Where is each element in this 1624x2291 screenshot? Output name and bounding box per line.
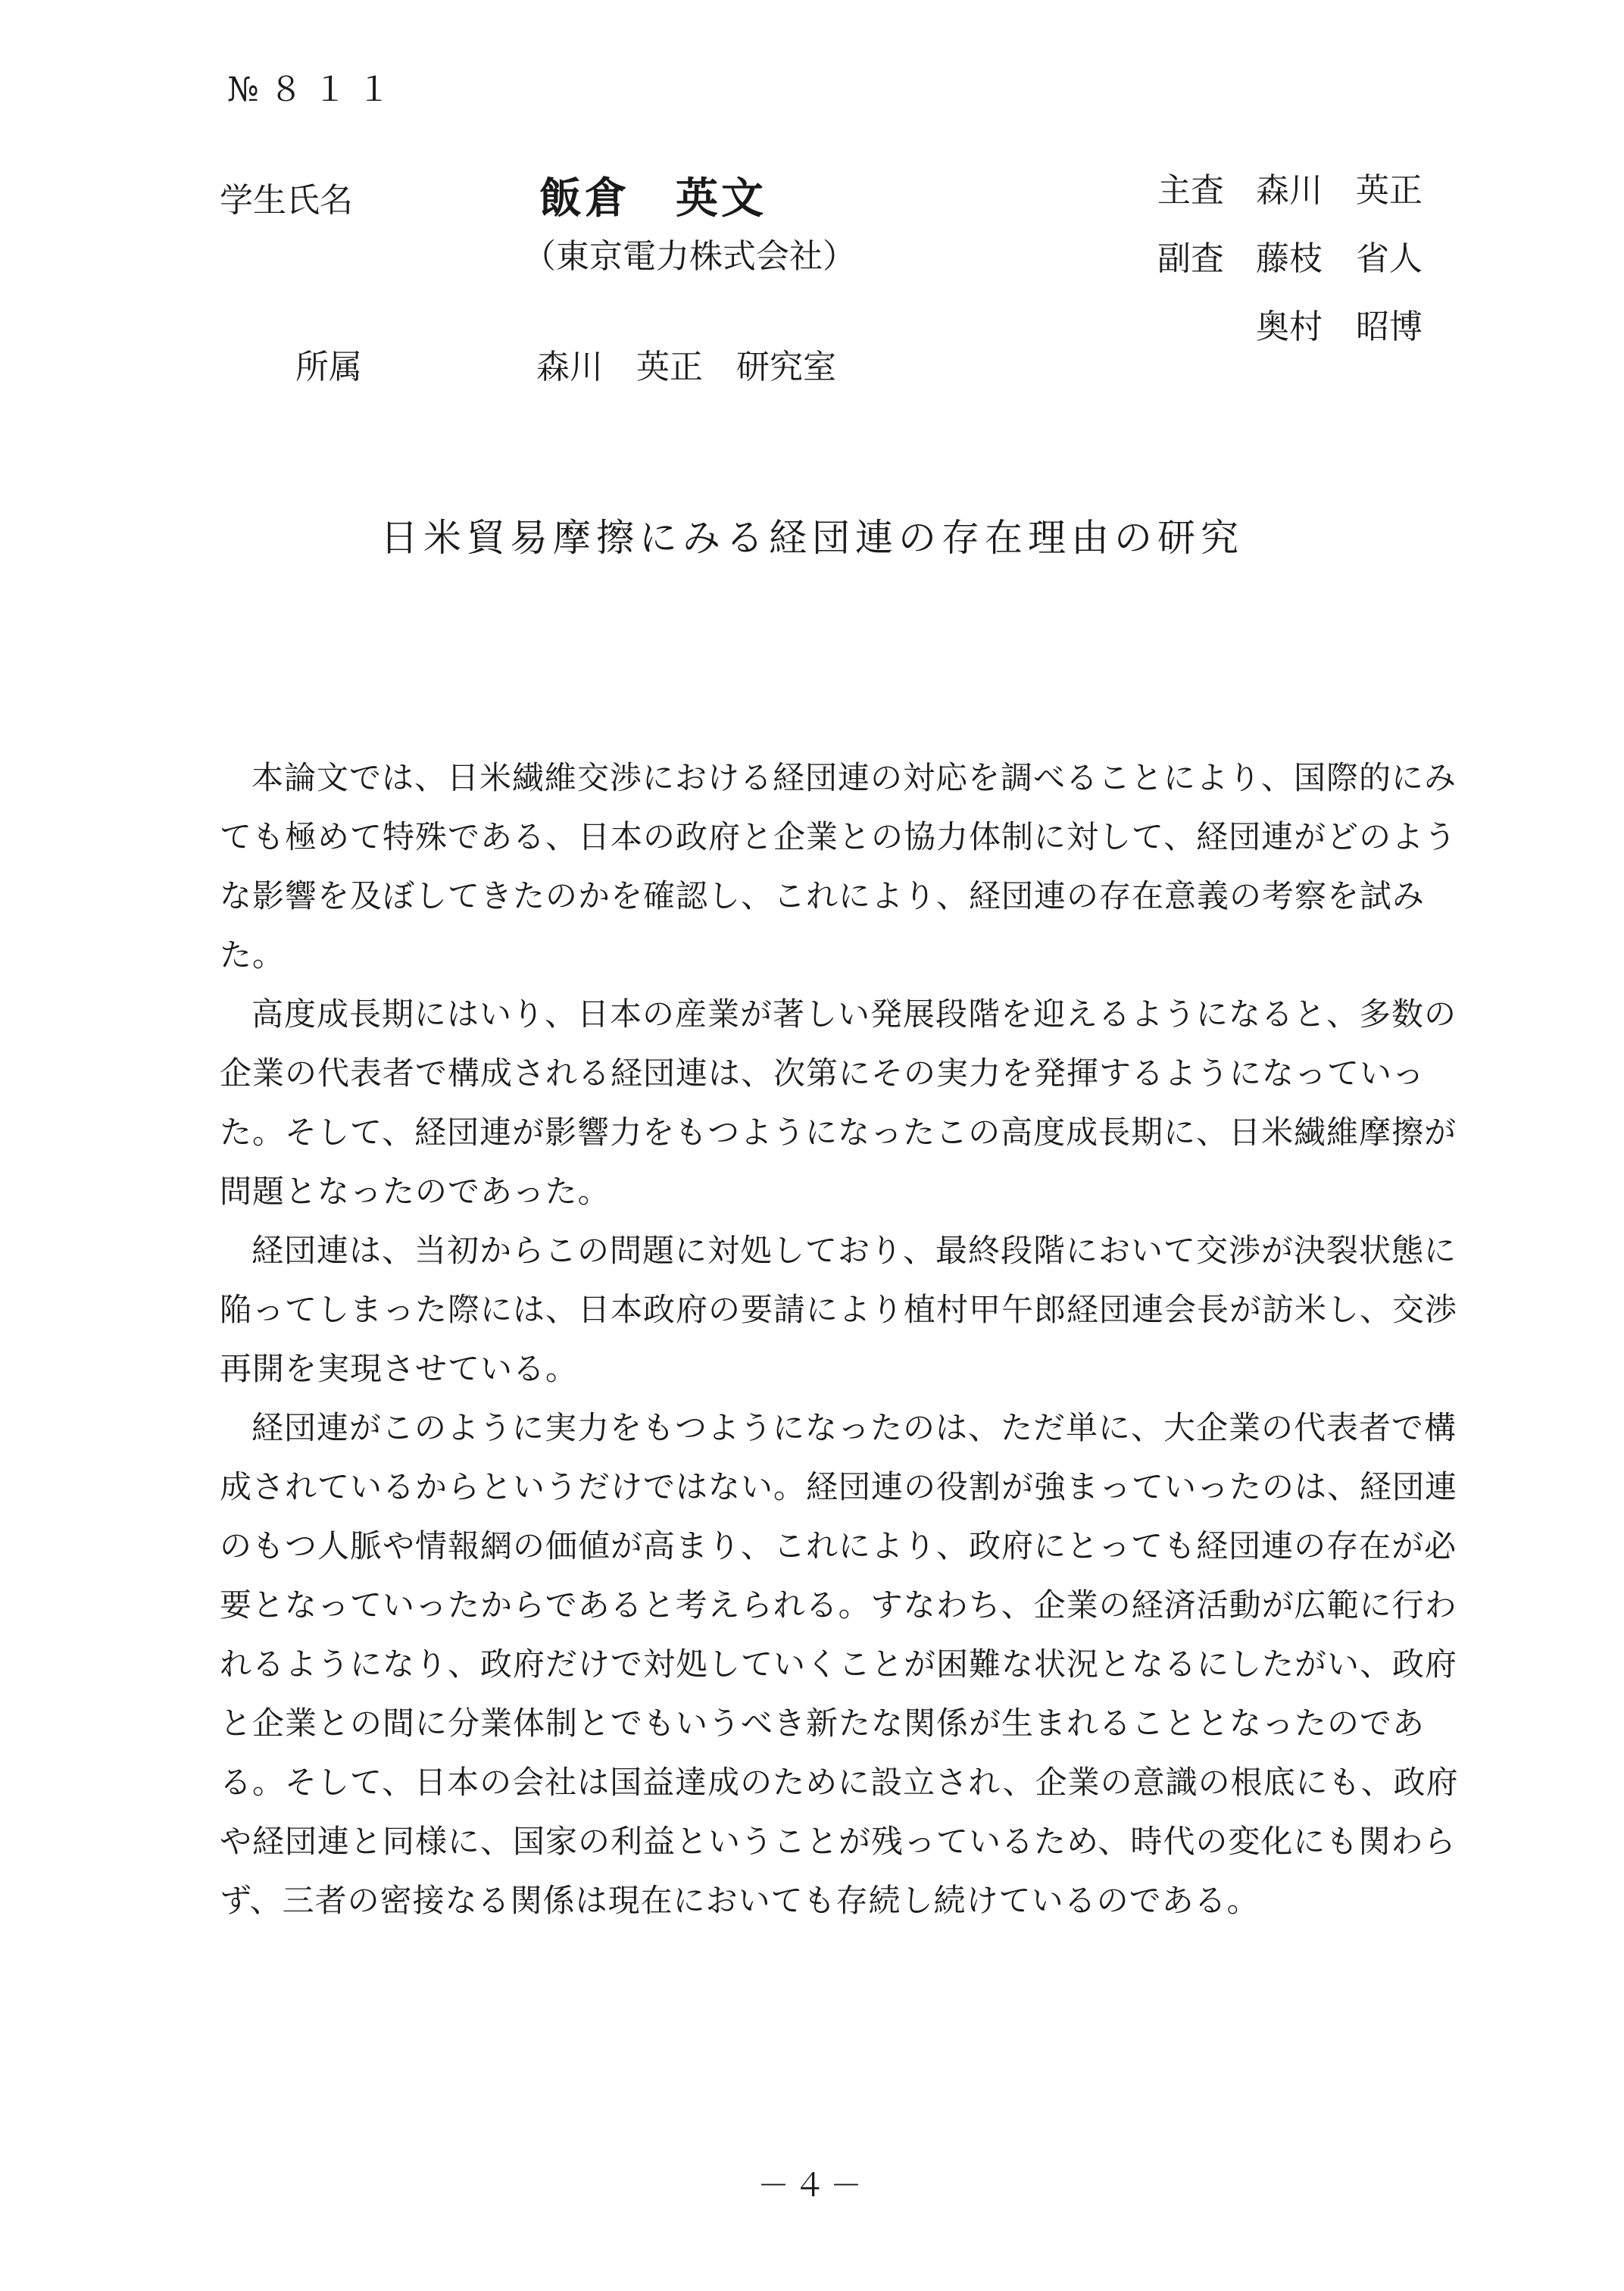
student-name-label: 学生氏名 xyxy=(220,181,353,220)
affiliation-lab: 森川 英正 研究室 xyxy=(536,348,836,386)
examiner-row-vice xyxy=(1157,236,1423,305)
abstract-paragraph: 経団連は、当初からこの問題に対処しており、最終段階において交渉が決裂状態に陥ってしまった際には、日本政府の要請により植村甲午郎経団連会長が訪米し、交渉再開を実現させている。 xyxy=(220,1232,1458,1387)
examiner-name: 奥村 昭博 xyxy=(1256,308,1423,346)
paper-title: 日米貿易摩擦にみる経団連の存在理由の研究 xyxy=(380,516,1244,560)
examiner-row-chief xyxy=(1157,168,1423,236)
examiner-name: 森川 英正 xyxy=(1256,171,1423,210)
document-number: №８１１ xyxy=(227,70,401,109)
examiner-list xyxy=(1157,168,1423,373)
examiner-name: 藤枝 省人 xyxy=(1256,239,1423,278)
examiner-role xyxy=(1157,305,1256,373)
abstract-paragraph: 経団連がこのように実力をもつようになったのは、ただ単に、大企業の代表者で構成されているからというだけではない。経団連の役割が強まっていったのは、経団連のもつ人脈や情報網の価値が高まり、これにより、政府にとっても経団連の存在が必要となっていったからであると考えられる。すなわち、企業の経済活動が広範に行われるようになり、政府だけで対処していくことが困難な状況となるにしたがい、政府と企業との間に分業体制とでもいうべき新たな関係が生まれることとなったのである。そして、日本の会社は国益達成のために設立され、企業の意識の根底にも、政府や経団連と同様に、国家の利益ということが残っているため、時代の変化にも関わらず、三者の密接なる関係は現在においても存続し続けているのである。 xyxy=(220,1409,1459,1919)
affiliation-label: 所属 xyxy=(295,348,362,386)
student-name: 飯倉 英文 xyxy=(539,173,767,223)
examiner-role: 主査 xyxy=(1157,171,1224,210)
examiner-role: 副査 xyxy=(1157,239,1224,278)
page-number: －４－ xyxy=(757,2167,867,2204)
abstract-paragraph: 高度成長期にはいり、日本の産業が著しい発展段階を迎えるようになると、多数の企業の代表者で構成される経団連は、次第にその実力を発揮するようになっていった。そして、経団連が影響力をもつようになったこの高度成長期に、日米繊維摩擦が問題となったのであった。 xyxy=(220,995,1457,1210)
student-company: （東京電力株式会社） xyxy=(523,237,856,276)
examiner-row-vice-2 xyxy=(1157,305,1423,373)
abstract-paragraph: 本論文では、日米繊維交渉における経団連の対応を調べることにより、国際的にみても極めて特殊である、日本の政府と企業との協力体制に対して、経団連がどのような影響を及ぼしてきたのかを確認し、これにより、経団連の存在意義の考察を試みた。 xyxy=(220,759,1457,974)
abstract-body xyxy=(220,749,1469,1930)
